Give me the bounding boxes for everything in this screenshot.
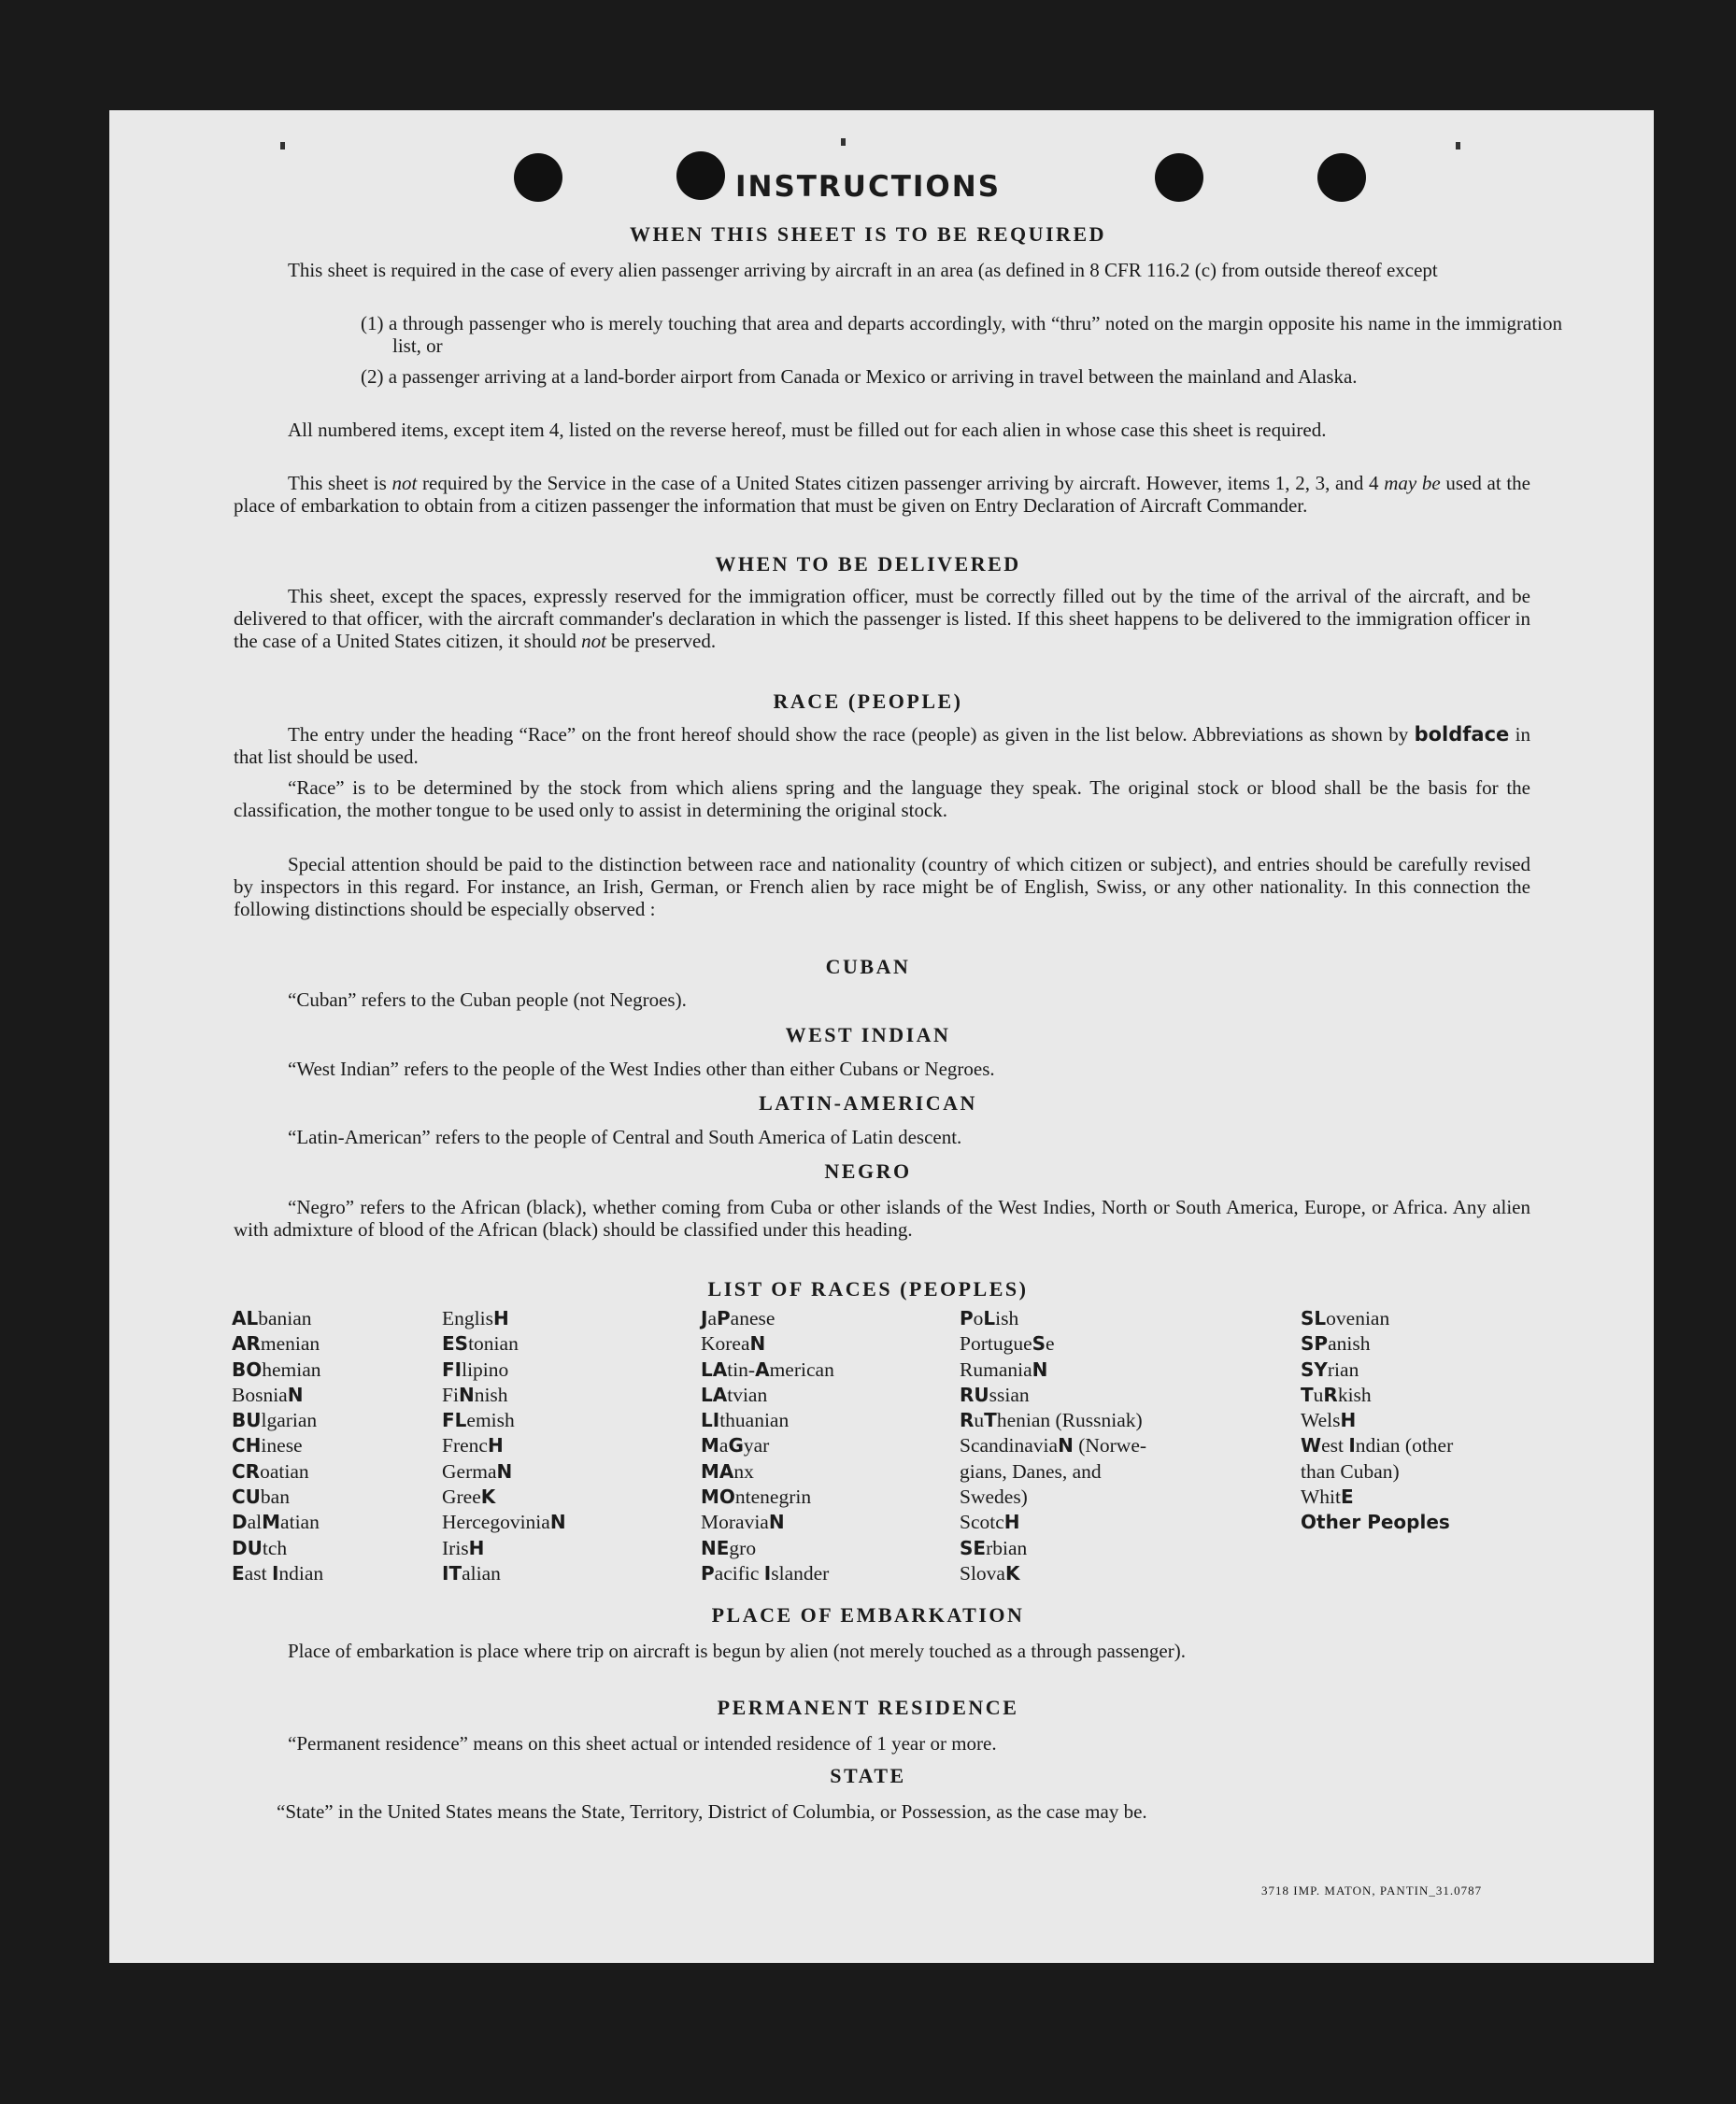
race-abbreviation: LI (701, 1409, 720, 1432)
race-abbreviation: LA (701, 1358, 728, 1381)
race-list-item (701, 1408, 834, 1433)
race-text: inese (261, 1434, 303, 1457)
race-text: a (707, 1307, 717, 1329)
race-list-item (232, 1485, 323, 1510)
race-text: Scotc (960, 1511, 1004, 1534)
race-list-item (701, 1561, 834, 1586)
race-list-item (1301, 1485, 1453, 1510)
paragraph-numbered-items: All numbered items, except item 4, listed on the reverse hereof, must be filled out for each alien in whose case this sheet is required. (288, 419, 1327, 441)
race-abbreviation: M (262, 1511, 281, 1534)
race-abbreviation: IT (442, 1561, 462, 1585)
race-text: Bosnia (232, 1383, 288, 1406)
race-text: lgarian (261, 1409, 318, 1432)
race-abbreviation: D (232, 1511, 248, 1534)
races-column-2 (442, 1306, 566, 1586)
race-text: Wels (1301, 1409, 1341, 1432)
paragraph-race-entry (234, 723, 1530, 768)
race-text: tch (262, 1536, 288, 1559)
race-list-item (1301, 1358, 1453, 1383)
race-entry-text: in that list should be used. (234, 723, 1530, 768)
race-text: nx (733, 1459, 754, 1483)
race-abbreviation: CH (232, 1434, 262, 1457)
race-list-item (701, 1536, 834, 1561)
citizen-note-text: used at the place of embarkation to obtain from a citizen passenger the information that must be given on Entry Declaration of Aircraft Commander. (234, 472, 1531, 517)
race-text: atian (280, 1511, 320, 1534)
race-abbreviation: R (960, 1409, 975, 1432)
race-entry-bold: boldface (1414, 723, 1510, 746)
race-abbreviation: DU (232, 1536, 263, 1559)
race-list-item (960, 1485, 1146, 1510)
race-text: henian (Russniak) (996, 1409, 1143, 1432)
race-text: gians, Danes, and (960, 1459, 1102, 1483)
race-list-item (442, 1306, 566, 1331)
race-list-item (232, 1510, 323, 1535)
race-text: tvian (727, 1383, 768, 1406)
race-abbreviation: N (1058, 1434, 1074, 1457)
paragraph-citizen-note (234, 472, 1530, 517)
race-text: rian (1327, 1358, 1359, 1381)
race-list-item (232, 1408, 323, 1433)
race-list-item (442, 1510, 566, 1535)
race-abbreviation: K (480, 1486, 496, 1509)
race-text: ovenian (1326, 1307, 1390, 1329)
race-abbreviation: N (749, 1332, 766, 1356)
race-abbreviation: LA (701, 1383, 728, 1406)
race-text: thuanian (719, 1409, 790, 1432)
citizen-note-text: required by the Service in the case of a United States citizen passenger arriving by aircraft. However, items 1, 2, 3, and 4 (417, 472, 1385, 494)
race-text: est (1321, 1434, 1349, 1457)
race-abbreviation: FI (442, 1358, 462, 1381)
race-abbreviation: N (496, 1459, 513, 1483)
heading-latin-american: LATIN-AMERICAN (759, 1091, 977, 1115)
race-text: Frenc (442, 1434, 488, 1457)
heading-cuban: CUBAN (825, 955, 911, 978)
race-text: tin- (727, 1358, 756, 1381)
race-abbreviation: BO (232, 1358, 263, 1381)
races-column-5 (1301, 1306, 1453, 1536)
race-text: Gree (442, 1486, 481, 1509)
race-abbreviation: N (287, 1383, 304, 1406)
race-abbreviation: E (232, 1561, 245, 1585)
heading-when-delivered: WHEN TO BE DELIVERED (715, 552, 1021, 576)
delivery-text: be preserved. (605, 630, 717, 652)
race-text: a (719, 1434, 729, 1457)
race-text: merican (769, 1358, 834, 1381)
race-text: Fi (442, 1383, 459, 1406)
delivery-text: This sheet, except the spaces, expressly reserved for the immigration officer, must be correctly filled out by the time of the arrival of the aircraft, and be delivered to that officer, with the aircraft commander's declaration in which the passenger is listed. If this sheet happens to be delivered to the immigration officer in the case of a United States citizen, it should (234, 585, 1530, 652)
race-list-item (232, 1306, 323, 1331)
race-list-item (442, 1561, 566, 1586)
race-text: Portugue (960, 1332, 1032, 1356)
race-list-item (442, 1433, 566, 1458)
race-list-item (442, 1485, 566, 1510)
race-abbreviation: CR (232, 1459, 261, 1483)
race-text: ast (244, 1561, 272, 1585)
heading-west-indian: WEST INDIAN (785, 1023, 951, 1046)
race-abbreviation: MA (701, 1459, 734, 1483)
race-text: lipino (462, 1358, 509, 1381)
race-text: anish (1328, 1332, 1371, 1356)
race-list-item (960, 1459, 1146, 1485)
printer-imprint: 3718 IMP. MATON, PANTIN_31.0787 (1261, 1884, 1483, 1898)
race-text: Korea (701, 1332, 750, 1356)
race-list-item (232, 1331, 323, 1357)
race-abbreviation: FL (442, 1409, 467, 1432)
races-column-1 (232, 1306, 323, 1586)
race-abbreviation: T (1301, 1383, 1314, 1406)
race-text: kish (1337, 1383, 1372, 1406)
race-text: ssian (989, 1383, 1030, 1406)
race-abbreviation: H (1003, 1511, 1020, 1534)
race-list-item (442, 1331, 566, 1357)
race-abbreviation: H (1340, 1409, 1357, 1432)
speck (841, 138, 846, 146)
race-list-item (232, 1383, 323, 1408)
paragraph-west-indian: “West Indian” refers to the people of the West Indies other than either Cubans or Negroes. (288, 1058, 995, 1080)
race-text: anese (730, 1307, 776, 1329)
heading-embarkation: PLACE OF EMBARKATION (711, 1603, 1025, 1627)
citizen-note-text: This sheet is (288, 472, 392, 494)
paragraph-exception-1: (1) a through passenger who is merely touching that area and departs accordingly, with “thru” noted on the margin opposite his name in the immigration list, or (361, 312, 1562, 357)
paragraph-race-definition: “Race” is to be determined by the stock from which aliens spring and the language they speak. The original stock or blood shall be the basis for the classification, the mother tongue to be used only to assist in determining the original stock. (234, 776, 1530, 821)
race-text: Scandinavia (960, 1434, 1059, 1457)
race-abbreviation: I (271, 1561, 279, 1585)
race-list-item (701, 1358, 834, 1383)
race-text: than Cuban) (1301, 1459, 1400, 1483)
race-abbreviation: P (960, 1307, 974, 1329)
race-list-item (1301, 1306, 1453, 1331)
race-text: slander (771, 1561, 830, 1585)
race-text: ndian (other (1355, 1434, 1454, 1457)
race-abbreviation: R (1323, 1383, 1338, 1406)
delivery-emphasis: not (581, 630, 606, 652)
race-text: Slova (960, 1561, 1005, 1585)
race-text: hemian (262, 1358, 321, 1381)
paragraph-race-distinction: Special attention should be paid to the distinction between race and nationality (country of which citizen or subject), and entries should be carefully revised by inspectors in this regard. For instance, an Irish, German, or French alien by race might be of English, Swiss, or any other nationality. In this connection the following distinctions should be especially observed : (234, 853, 1530, 920)
race-abbreviation: SP (1301, 1332, 1329, 1356)
race-text: e (1046, 1332, 1055, 1356)
document-title: INSTRUCTIONS (734, 170, 1002, 204)
race-list-item (701, 1485, 834, 1510)
speck (280, 142, 285, 149)
race-abbreviation: W (1301, 1434, 1322, 1457)
race-list-item (701, 1510, 834, 1535)
race-abbreviation: H (492, 1307, 509, 1329)
heading-state: STATE (830, 1764, 906, 1787)
race-text: (Norwe- (1073, 1434, 1147, 1457)
race-list-item (1301, 1408, 1453, 1433)
race-entry-text: The entry under the heading “Race” on the front hereof should show the race (people) as given in the list below. Abbreviations as shown by (288, 723, 1415, 746)
race-list-item (232, 1561, 323, 1586)
race-list-item (442, 1358, 566, 1383)
race-text: o (973, 1307, 984, 1329)
race-abbreviation: SE (960, 1536, 987, 1559)
race-abbreviation: A (755, 1358, 770, 1381)
race-list-item (960, 1536, 1146, 1561)
race-list-item (701, 1383, 834, 1408)
speck (1456, 142, 1460, 149)
race-abbreviation: J (701, 1307, 708, 1329)
race-list-item (960, 1561, 1146, 1586)
race-list-item (232, 1433, 323, 1458)
race-abbreviation: AR (232, 1332, 261, 1356)
race-list-item (701, 1331, 834, 1357)
race-text: rbian (986, 1536, 1028, 1559)
race-list-item (232, 1536, 323, 1561)
race-text: Hercegovinia (442, 1511, 550, 1534)
race-list-item (1301, 1459, 1453, 1485)
paragraph-cuban: “Cuban” refers to the Cuban people (not Negroes). (288, 988, 687, 1011)
race-text: menian (260, 1332, 320, 1356)
race-abbreviation: T (984, 1409, 997, 1432)
citizen-note-emphasis: not (391, 472, 418, 494)
race-list-item (232, 1358, 323, 1383)
race-abbreviation: P (717, 1307, 731, 1329)
race-list-item (442, 1408, 566, 1433)
paragraph-state: “State” in the United States means the State, Territory, District of Columbia, or Possession, as the case may be. (277, 1800, 1147, 1823)
race-abbreviation: N (458, 1383, 475, 1406)
race-list-item (1301, 1510, 1453, 1535)
race-abbreviation: N (1032, 1358, 1048, 1381)
race-abbreviation: BU (232, 1409, 262, 1432)
race-text: tonian (468, 1332, 519, 1356)
heading-residence: PERMANENT RESIDENCE (717, 1696, 1019, 1719)
race-list-item (232, 1459, 323, 1485)
race-list-item (701, 1306, 834, 1331)
citizen-note-emphasis: may be (1384, 472, 1441, 494)
paragraph-intro: This sheet is required in the case of every alien passenger arriving by aircraft in an area (as defined in 8 CFR 116.2 (c) from outside thereof except (288, 259, 1438, 281)
paragraph-exception-2: (2) a passenger arriving at a land-border airport from Canada or Mexico or arriving in travel between the mainland and Alaska. (361, 365, 1358, 388)
race-abbreviation: L (983, 1307, 996, 1329)
race-text: ish (995, 1307, 1019, 1329)
race-text: emish (466, 1409, 515, 1432)
race-list-item (1301, 1433, 1453, 1458)
race-text: Moravia (701, 1511, 769, 1534)
heading-race: RACE (PEOPLE) (773, 689, 963, 713)
race-abbreviation: I (1348, 1434, 1356, 1457)
race-abbreviation: AL (232, 1307, 259, 1329)
race-abbreviation: N (768, 1511, 785, 1534)
race-abbreviation: H (468, 1536, 485, 1559)
race-text: Englis (442, 1307, 493, 1329)
race-abbreviation: G (728, 1434, 744, 1457)
race-text: gro (729, 1536, 757, 1559)
race-abbreviation: MO (701, 1486, 735, 1509)
paragraph-delivery (234, 585, 1530, 652)
paragraph-embarkation: Place of embarkation is place where trip on aircraft is begun by alien (not merely touched as a through passenger). (288, 1640, 1186, 1662)
race-text: Iris (442, 1536, 469, 1559)
race-abbreviation: H (487, 1434, 504, 1457)
race-abbreviation: I (763, 1561, 772, 1585)
race-list-item (960, 1383, 1146, 1408)
race-abbreviation: M (701, 1434, 719, 1457)
paragraph-negro: “Negro” refers to the African (black), whether coming from Cuba or other islands of the West Indies, North or South America, Europe, or Africa. Any alien with admixture of blood of the African (black) should be classified under this heading. (234, 1196, 1530, 1241)
race-text: Germa (442, 1459, 497, 1483)
race-text: banian (258, 1307, 312, 1329)
race-text: ntenegrin (734, 1486, 812, 1509)
race-list-item (960, 1331, 1146, 1357)
heading-negro: NEGRO (824, 1159, 912, 1183)
race-text: Swedes) (960, 1486, 1028, 1509)
race-list-item (442, 1536, 566, 1561)
race-abbreviation: SY (1301, 1358, 1328, 1381)
race-abbreviation: S (1032, 1332, 1046, 1356)
race-abbreviation: NE (701, 1536, 730, 1559)
heading-list-of-races: LIST OF RACES (PEOPLES) (707, 1277, 1029, 1301)
race-text: nish (474, 1383, 508, 1406)
race-abbreviation: CU (232, 1486, 261, 1509)
race-list-item (960, 1358, 1146, 1383)
race-text: al (247, 1511, 263, 1534)
race-abbreviation: P (701, 1561, 715, 1585)
races-column-3 (701, 1306, 834, 1586)
race-text: alian (462, 1561, 501, 1585)
paragraph-latin-american: “Latin-American” refers to the people of Central and South America of Latin descent. (288, 1126, 962, 1148)
race-text: u (1313, 1383, 1324, 1406)
race-abbreviation: K (1004, 1561, 1020, 1585)
race-list-item (960, 1306, 1146, 1331)
race-abbreviation: ES (442, 1332, 469, 1356)
race-text: Rumania (960, 1358, 1032, 1381)
race-text: acific (714, 1561, 764, 1585)
race-list-item (442, 1459, 566, 1485)
race-list-item (1301, 1383, 1453, 1408)
race-text: Whit (1301, 1486, 1341, 1509)
race-list-item (960, 1510, 1146, 1535)
race-abbreviation: RU (960, 1383, 989, 1406)
race-abbreviation: Other Peoples (1301, 1511, 1450, 1534)
race-abbreviation: N (549, 1511, 566, 1534)
race-text: ndian (278, 1561, 324, 1585)
race-text: oatian (260, 1459, 309, 1483)
races-column-4 (960, 1306, 1146, 1586)
race-text: u (974, 1409, 985, 1432)
race-abbreviation: SL (1301, 1307, 1327, 1329)
paragraph-residence: “Permanent residence” means on this sheet actual or intended residence of 1 year or more. (288, 1732, 997, 1755)
race-text: ban (260, 1486, 290, 1509)
race-list-item (701, 1459, 834, 1485)
race-list-item (960, 1433, 1146, 1458)
race-text: yar (743, 1434, 770, 1457)
race-list-item (1301, 1331, 1453, 1357)
heading-when-required: WHEN THIS SHEET IS TO BE REQUIRED (629, 222, 1107, 246)
race-list-item (701, 1433, 834, 1458)
race-list-item (442, 1383, 566, 1408)
race-list-item (960, 1408, 1146, 1433)
race-abbreviation: E (1341, 1486, 1354, 1509)
